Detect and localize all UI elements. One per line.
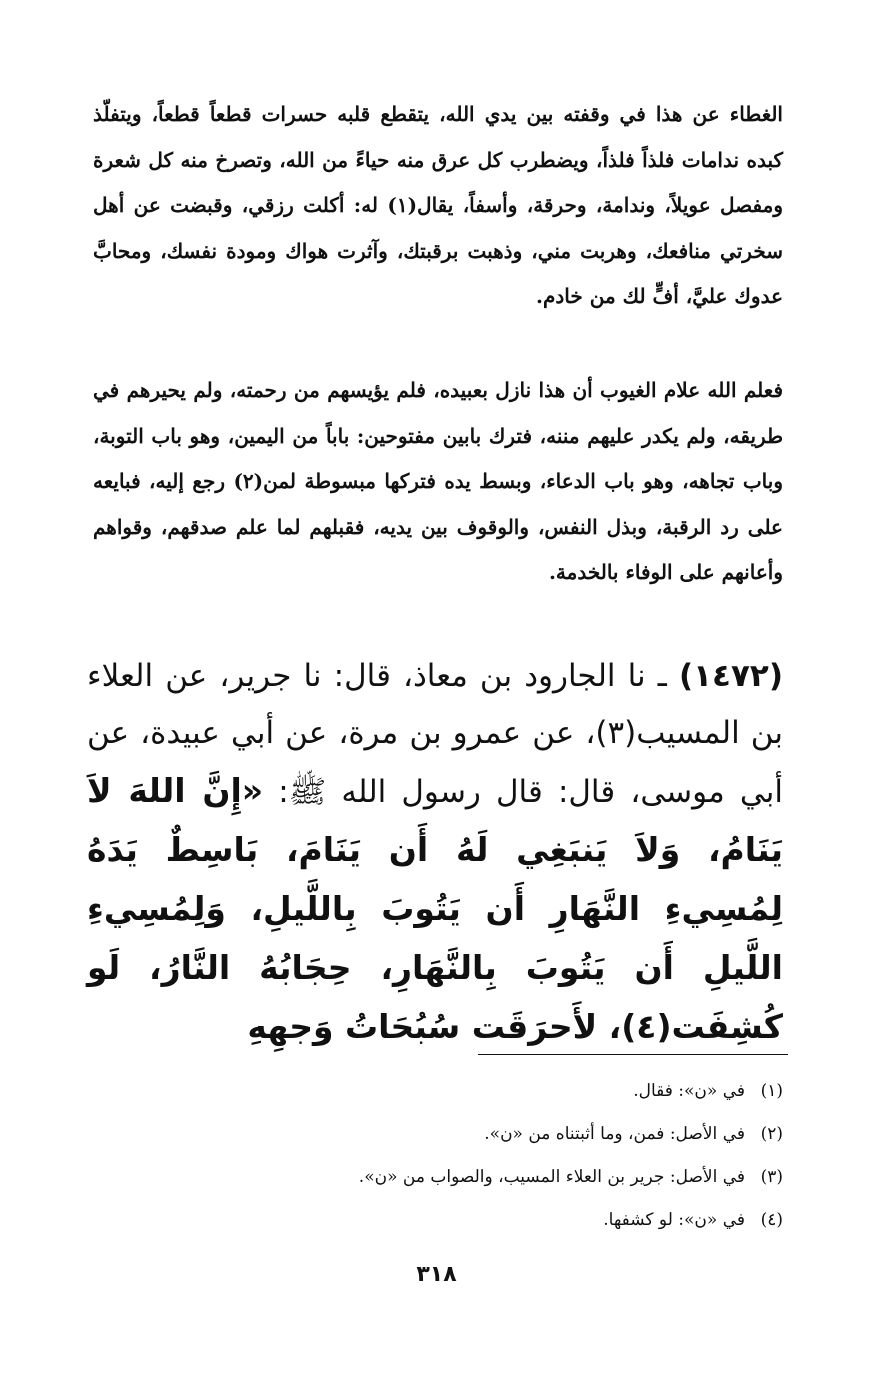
- body-paragraph-2: فعلم الله علام الغيوب أن هذا نازل بعبيده، فلم يؤيسهم من رحمته، ولم يحيرهم في طريقه، ولم يكدر عليهم مننه، فترك بابين مفتوحين: باباً من اليمين، وهو باب التوبة، وباب تجاهه، وهو باب الدعاء، وبسط يده فتركها مبسوطة لمن(٢) رجع إليه، فبايعه على رد الرقبة، وبذل النفس، والوقوف بين يديه، فقبلهم لما علم صدقهم، وقواهم وأعانهم على الوفاء بالخدمة.: [93, 378, 783, 584]
- footnote-text: في «ن»: فقال.: [633, 1081, 745, 1101]
- footnote-text: في الأصل: فمن، وما أثبتناه من «ن».: [484, 1124, 745, 1144]
- page-number: ٣١٨: [416, 1262, 457, 1287]
- footnote-separator: [478, 1054, 788, 1055]
- hadith-block: [87, 648, 783, 1057]
- body-paragraph-1: الغطاء عن هذا في وقفته بين يدي الله، يتقطع قلبه حسرات قطعاً قطعاً، ويتفلّذ كبده ندامات فلذاً فلذاً، ويضطرب كل عرق منه حياءً من الله، وتصرخ منه كل شعرة ومفصل عويلاً، وندامة، وحرقة، وأسفاً، يقال(١) له: أكلت رزقي، وقبضت عن أهل سخرتي منافعك، وهربت مني، وذهبت برقبتك، وآثرت هواك ومودة نفسك، ومحابَّ عدوك عليَّ، أفٍّ لك من خادم.: [93, 102, 783, 308]
- footnote-number: (٣): [760, 1167, 783, 1187]
- footnote-item: [93, 1156, 783, 1199]
- footnote-number: (٤): [760, 1210, 783, 1230]
- hadith-number: (١٤٧٢): [678, 658, 783, 694]
- footnote-text: في الأصل: جرير بن العلاء المسيب، والصواب من «ن».: [358, 1167, 745, 1187]
- footnotes-list: [93, 1070, 783, 1242]
- footnote-item: [93, 1199, 783, 1242]
- footnote-item: [93, 1070, 783, 1113]
- footnote-number: (٢): [760, 1124, 783, 1144]
- hadith-matn: «إِنَّ اللهَ لاَ يَنَامُ، وَلاَ يَنبَغِي لَهُ أَن يَنَامَ، بَاسِطٌ يَدَهُ لِمُسِيءِ النَّهَارِ أَن يَتُوبَ بِاللَّيلِ، وَلِمُسِيءِ اللَّيلِ أَن يَتُوبَ بِالنَّهَارِ، حِجَابُهُ النَّارُ، لَو كُشِفَت(٤)، لأَحرَقَت سُبُحَاتُ وَجهِهِ: [87, 771, 783, 1046]
- footnote-number: (١): [760, 1081, 783, 1101]
- hadith-isnad: ـ نا الجارود بن معاذ، قال: نا جرير، عن العلاء بن المسيب(٣)، عن عمرو بن مرة، عن أبي عبيدة، عن أبي موسى، قال: قال رسول الله ﷺ:: [87, 658, 784, 810]
- footnote-text: في «ن»: لو كشفها.: [603, 1210, 745, 1230]
- footnote-item: [93, 1113, 783, 1156]
